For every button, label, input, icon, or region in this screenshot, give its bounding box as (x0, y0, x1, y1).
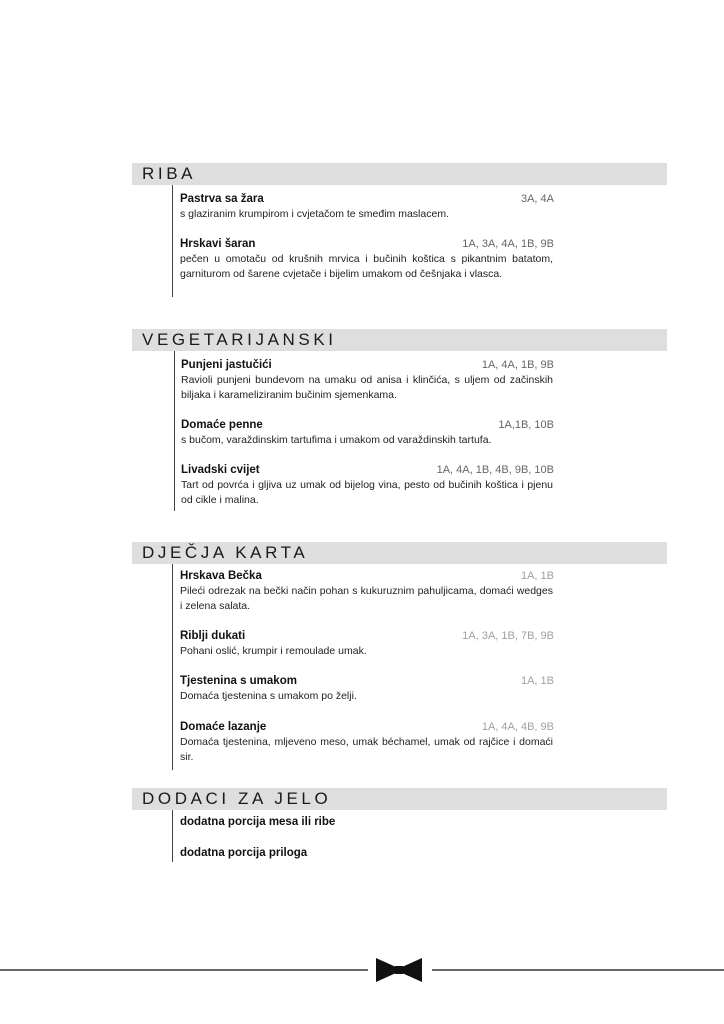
item-description: s glaziranim krumpirom i cvjetačom te smeđim maslacem. (180, 208, 449, 220)
item-name: dodatna porcija mesa ili ribe (180, 816, 336, 828)
item-allergens: 1A, 4A, 4B, 9B (481, 721, 554, 733)
section-divider (174, 351, 175, 511)
item-name: Hrskavi šaran (180, 238, 256, 250)
item-description: Domaća tjestenina, mljeveno meso, umak béchamel, umak od rajčice i domaći sir. (180, 736, 553, 763)
item-name: dodatna porcija priloga (180, 847, 308, 859)
item-description: Pohani oslić, krumpir i remoulade umak. (180, 645, 367, 657)
item-allergens: 1A, 4A, 1B, 9B (481, 359, 554, 371)
item-allergens: 1A,1B, 10B (498, 419, 554, 431)
item-description: pečen u omotaču od krušnih mrvica i bučinih koštica s pikantnim batatom, garniturom od šarene cvjetače i bijelim umakom od češnjaka i vlasca. (180, 253, 553, 280)
section-header-djecja-karta (132, 542, 667, 564)
section-divider (172, 564, 173, 770)
item-description: Domaća tjestenina s umakom po želji. (180, 690, 357, 702)
item-name: Domaće lazanje (180, 721, 267, 733)
item-description: Tart od povrća i gljiva uz umak od bijelog vina, pesto od bučinih koštica i pjenu od cikle i malina. (181, 479, 553, 506)
section-header-dodaci-za-jelo (132, 788, 667, 810)
bowtie-icon (376, 958, 422, 982)
section-header-riba (132, 163, 667, 185)
item-description: s bučom, varaždinskim tartufima i umakom od varaždinskih tartufa. (181, 434, 492, 446)
section-title: VEGETARIJANSKI (142, 330, 337, 349)
section-header-vegetarijanski (132, 329, 667, 351)
item-allergens: 3A, 4A (520, 193, 554, 205)
item-name: Tjestenina s umakom (180, 675, 297, 687)
section-divider (172, 810, 173, 862)
footer-rule-right (432, 969, 724, 971)
section-title: RIBA (142, 164, 197, 183)
section-title: DODACI ZA JELO (142, 789, 332, 808)
item-allergens: 1A, 4A, 1B, 4B, 9B, 10B (436, 464, 554, 476)
footer-rule-left (0, 969, 368, 971)
item-name: Punjeni jastučići (181, 359, 272, 371)
item-allergens: 1A, 3A, 1B, 7B, 9B (462, 630, 554, 642)
item-description: Ravioli punjeni bundevom na umaku od anisa i klinčića, s uljem od začinskih biljaka i karameliziranim bučinim sjemenkama. (181, 374, 553, 401)
item-description: Pileći odrezak na bečki način pohan s kukuruznim pahuljicama, domaći wedges i zelena salata. (180, 585, 553, 612)
section-title: DJEČJA KARTA (142, 543, 309, 562)
item-allergens: 1A, 1B (520, 675, 554, 687)
item-name: Riblji dukati (180, 630, 246, 642)
section-divider (172, 185, 173, 297)
item-name: Pastrva sa žara (180, 193, 264, 205)
item-name: Domaće penne (181, 419, 263, 431)
item-name: Hrskava Bečka (180, 570, 262, 582)
item-allergens: 1A, 3A, 4A, 1B, 9B (462, 238, 554, 250)
item-allergens: 1A, 1B (520, 570, 554, 582)
item-name: Livadski cvijet (181, 464, 260, 476)
